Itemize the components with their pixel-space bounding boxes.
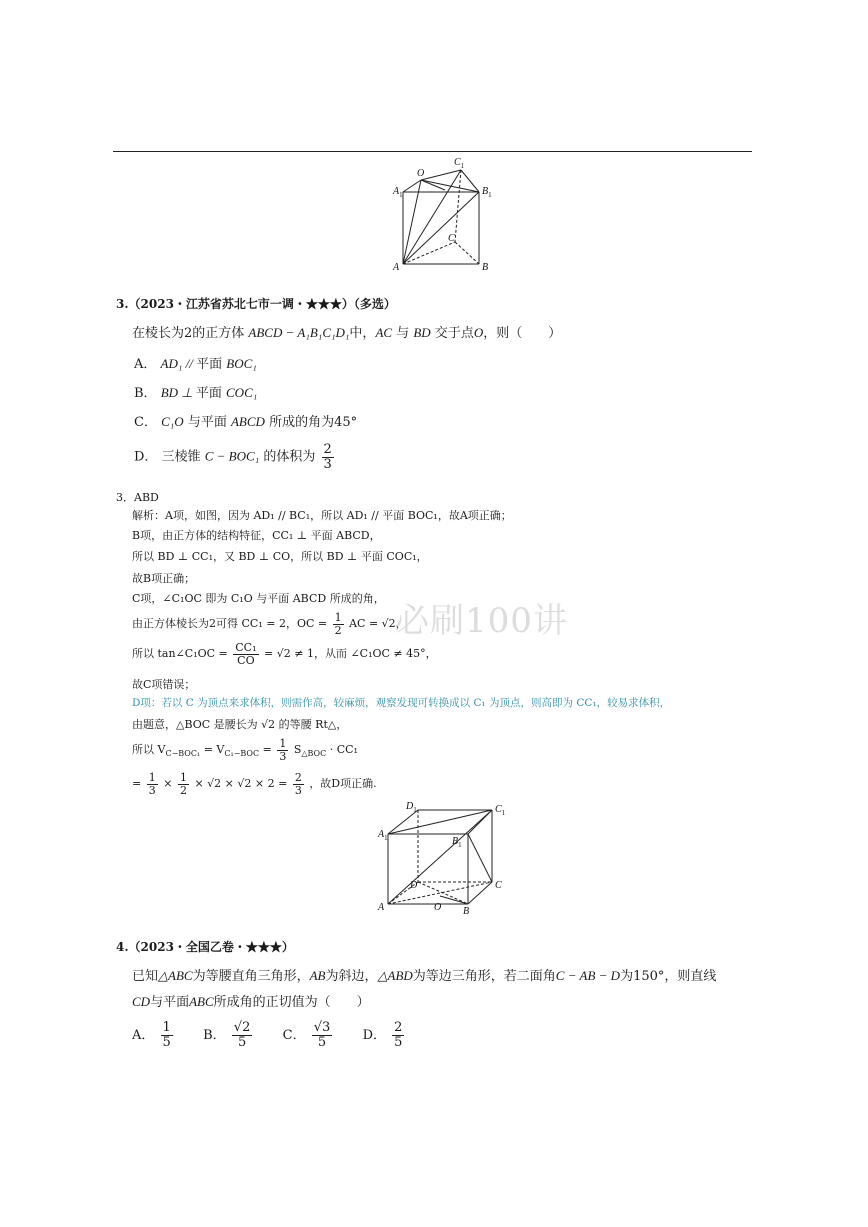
q3-option-c-text2: 所成的角为45° [269,415,358,430]
q4-option-d-fraction [392,1021,404,1049]
figure-cube-1 [385,152,497,276]
q3-stem-ac: AC [375,325,393,340]
label-a: A [393,262,400,273]
solution-line-7-fraction [233,642,258,666]
solution-line-10: 由题意，△BOC 是腰长为 √2 的等腰 Rt△， [132,718,348,731]
q3-option-d-text: 三棱锥 [161,449,201,465]
q4-l1m4: C − AB − D [555,968,621,983]
q4-l2m2: ABC [189,994,214,1009]
q3-stem-and: 与 [396,326,410,341]
q3-stem-end: ，则（ ） [483,326,562,341]
q4-heading: 4.（2023・全国乙卷・★★★） [116,940,294,954]
solution-line-12-fraction-2 [178,772,189,796]
q3-stem-bd: BD [413,325,431,340]
label-c1: $C_1$ [454,157,465,170]
solution-line-11-b: = V [200,743,225,757]
q3-stem-pre: 在棱长为2的正方体 [132,326,245,341]
label-d: D [410,880,418,891]
q3-option-a-label: A． [134,357,157,372]
q3-option-c-math2: ABCD [230,414,265,429]
label-b: B [482,262,489,273]
label-o: O [417,168,425,179]
watermark: 必刷100讲 [395,601,568,641]
q4-option-c-num: √3 [313,1020,331,1035]
q4-option-a[interactable] [132,1020,179,1050]
q3-option-d[interactable] [134,443,336,471]
solution-line-11 [132,738,358,762]
solution-line-2: B项，由正方体的结构特征，CC₁ ⊥ 平面 ABCD， [132,529,381,542]
label-subscript: 1 [413,806,417,814]
q4-l1b: 为等腰直角三角形， [192,969,310,984]
solution-line-6-fraction [333,612,344,636]
solution-line-12-den1: 3 [148,783,156,797]
solution-line-11-fraction [277,738,288,762]
solution-line-4: 故B项正确； [132,572,196,585]
q3-option-a-math2: BOC₁ [226,356,257,371]
label-a1: $A_1$ [378,829,388,842]
q3-option-c-math: C₁O [161,414,184,429]
solution-line-11-num: 1 [279,737,287,750]
solution-answer: 3．ABD [116,491,159,504]
label-subscript: 1 [384,834,388,842]
q4-l1d: 为等边三角形，若二面角 [412,969,556,984]
q4-option-a-num: 1 [162,1020,171,1035]
label-b1: $B_1$ [482,186,492,199]
q4-option-c-den: 5 [317,1034,327,1050]
q4-option-a-fraction [161,1021,173,1049]
label-a1: $A_1$ [393,186,403,199]
q4-option-d-num: 2 [394,1020,403,1035]
label-o: O [434,902,442,913]
solution-line-5: C项，∠C₁OC 即为 C₁O 与平面 ABCD 所成的角， [132,592,385,605]
q3-option-d-den: 3 [323,456,332,472]
q4-option-d-label: D． [362,1027,387,1043]
solution-line-3: 所以 BD ⊥ CC₁，又 BD ⊥ CO，所以 BD ⊥ 平面 COC₁， [132,550,428,563]
label-c: C [448,233,455,244]
solution-line-12-fraction-3 [293,772,304,796]
label-b1: $B_1$ [452,836,462,849]
solution-line-9: D项：若以 C 为顶点来求体积，则需作高，较麻烦，观察发现可转换成以 C₁ 为顶点，则高即为 CC₁，较易求体积， [132,697,671,709]
q3-stem [132,326,561,340]
solution-line-11-c: = [259,743,272,757]
q4-option-c[interactable] [282,1020,339,1050]
q3-stem-o: O [473,325,484,340]
label-b: B [463,906,470,917]
q3-stem-mid: 中， [349,326,376,341]
q4-option-c-fraction [312,1021,333,1049]
solution-line-12-num3: 2 [294,771,302,784]
q3-option-a-math: AD₁ // [160,356,197,371]
q4-option-b-den: 5 [237,1034,247,1050]
solution-line-12-num1: 1 [148,771,156,784]
solution-line-12-b: × √2 × √2 × 2 = [194,777,288,791]
solution-line-11-sub3: △BOC [301,749,327,759]
solution-line-12-c: ，故D项正确. [309,777,377,791]
q3-stem-post: 交于点 [434,326,474,341]
label-d1: $D_1$ [406,801,417,814]
solution-line-8: 故C项错误； [132,678,196,691]
solution-line-12-a: = [132,777,142,791]
q3-option-b-math2: COC₁ [226,385,258,400]
label-subscript: 1 [399,191,403,199]
q4-option-b-fraction [232,1021,253,1049]
q3-option-d-label: D． [134,449,158,465]
solution-line-12 [132,772,377,796]
q3-option-c-label: C． [134,415,157,430]
q3-option-d-text2: 的体积为 [263,449,316,465]
solution-line-6-den: 2 [334,623,342,637]
q3-option-d-math: C − BOC₁ [204,448,260,464]
q4-l1c: 为斜边， [325,969,378,984]
solution-line-11-sub2: C₁−BOC [224,749,260,759]
q4-option-b[interactable] [203,1020,258,1050]
solution-line-11-den: 3 [279,749,287,763]
q4-l1a: 已知 [132,969,159,984]
label-subscript: 1 [501,809,506,817]
solution-line-12-fraction-1 [147,772,158,796]
q4-options [132,1021,406,1049]
q4-option-b-num: √2 [233,1020,251,1035]
label-subscript: 1 [488,191,492,199]
q3-cube-name: ABCD − A₁B₁C₁D₁ [248,325,350,340]
q4-l1m1: △ABC [158,968,193,983]
solution-line-12-num2: 1 [179,771,187,784]
figure-cube-2 [374,798,506,918]
solution-line-12-den3: 3 [294,783,302,797]
q4-l2m1: CD [132,994,151,1009]
label-subscript: 1 [460,162,465,170]
q3-option-c[interactable] [134,415,357,429]
q4-l1m3: △ABD [377,968,413,983]
solution-line-7 [132,642,437,666]
solution-line-6-num: 1 [334,611,342,624]
solution-line-6-b: AC = √2， [349,617,407,631]
q3-option-a[interactable] [134,357,257,371]
q3-option-d-num: 2 [323,442,332,457]
solution-line-6-a: 由正方体棱长为2可得 CC₁ = 2，OC = [132,617,328,631]
q4-option-a-label: A． [132,1027,155,1043]
solution-line-11-e: S [293,743,302,757]
q4-l2a: 与平面 [150,995,190,1010]
q4-option-d[interactable] [362,1020,407,1050]
q4-option-c-label: C． [282,1027,306,1043]
q3-option-b-label: B． [134,386,157,401]
solution-line-6 [132,612,407,636]
q4-l2b: 所成角的正切值为（ ） [213,995,370,1010]
label-a: A [378,902,385,913]
label-c1: $C_1$ [495,804,506,817]
solution-line-11-a: 所以 V [132,743,166,757]
q3-option-a-text: 平面 [196,357,223,372]
solution-line-7-den: CO [237,653,255,667]
q3-option-b-math: BD ⊥ [160,385,196,400]
q4-option-d-den: 5 [394,1034,403,1050]
q4-l1e: 为150°，则直线 [620,969,717,984]
q4-option-a-den: 5 [162,1034,171,1050]
q4-stem-line-2 [132,995,370,1009]
label-subscript: 1 [458,841,462,849]
q3-heading: 3.（2023・江苏省苏北七市一调・★★★）（多选） [116,297,396,311]
solution-line-11-sub1: C−BOC₁ [165,749,201,759]
q3-option-c-text: 与平面 [187,415,227,430]
q3-option-d-fraction [322,443,334,471]
solution-line-7-num: CC₁ [235,641,257,654]
q3-option-b-text: 平面 [195,386,222,401]
solution-line-12-den2: 2 [179,783,187,797]
solution-line-12-times: × [163,777,173,791]
solution-line-7-b: = √2 ≠ 1，从而 ∠C₁OC ≠ 45°， [264,647,437,661]
solution-line-1: 解析：A项，如图，因为 AD₁ // BC₁，所以 AD₁ // 平面 BOC₁，故A项正确； [132,509,512,522]
q4-l1m2: AB [309,968,326,983]
solution-line-11-f: · CC₁ [326,743,358,757]
label-c: C [495,880,502,891]
solution-line-7-a: 所以 tan∠C₁OC = [132,647,228,661]
q4-option-b-label: B． [203,1027,226,1043]
q3-option-b[interactable] [134,386,257,400]
q4-stem-line-1 [132,969,716,983]
